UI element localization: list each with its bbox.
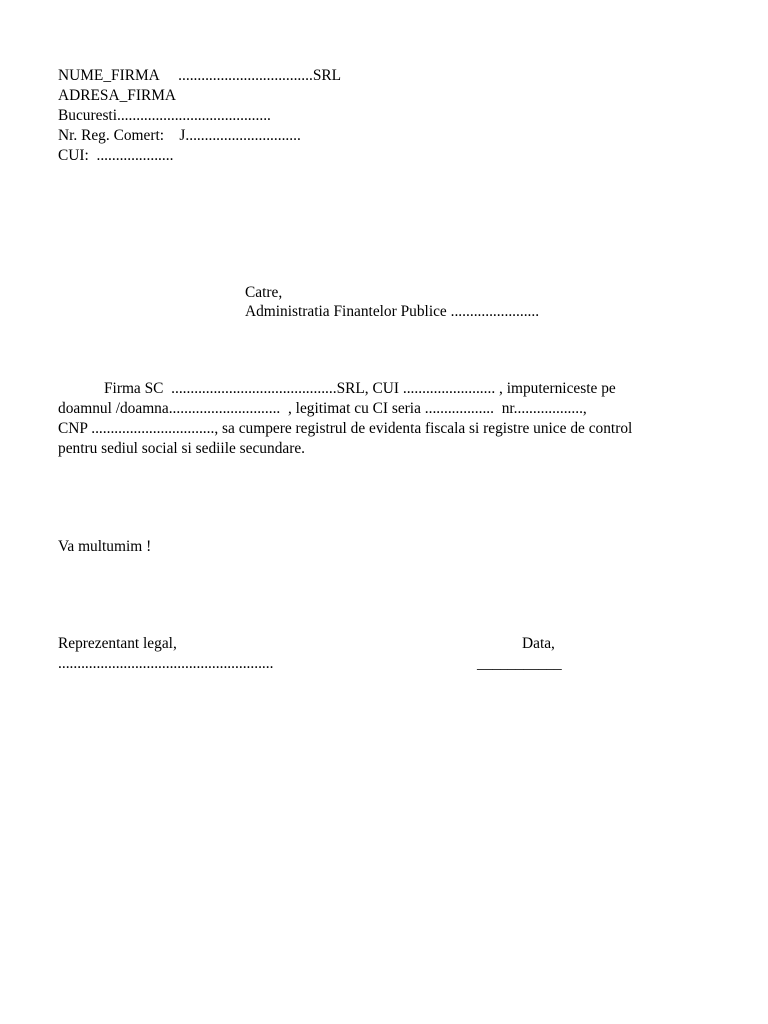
date-label: Data,: [522, 635, 555, 652]
date-line: ___________: [477, 655, 562, 672]
firm-name-line: NUME_FIRMA ...................................SRL: [58, 67, 342, 84]
firm-address-line: ADRESA_FIRMA: [58, 87, 177, 104]
addressee-salutation: Catre,: [245, 284, 283, 301]
body-line-1: Firma SC ...........................................SRL, CUI ........................ , imputerniceste pe: [104, 380, 616, 397]
closing-text: Va multumim !: [58, 538, 152, 555]
city-line: Bucuresti........................................: [58, 107, 271, 124]
addressee-institution: Administratia Finantelor Publice .......................: [245, 303, 540, 320]
body-line-2: doamnul /doamna............................. , legitimat cu CI seria .................. nr..................,: [58, 400, 587, 417]
cui-line: CUI: ....................: [58, 147, 174, 164]
signature-label: Reprezentant legal,: [58, 635, 177, 652]
body-line-4: pentru sediul social si sediile secundare.: [58, 440, 306, 457]
signature-dots: ........................................................: [58, 655, 274, 672]
reg-number-line: Nr. Reg. Comert: J..............................: [58, 127, 301, 144]
body-line-3: CNP ................................, sa cumpere registrul de evidenta fiscala si registre unice de control: [58, 420, 633, 437]
